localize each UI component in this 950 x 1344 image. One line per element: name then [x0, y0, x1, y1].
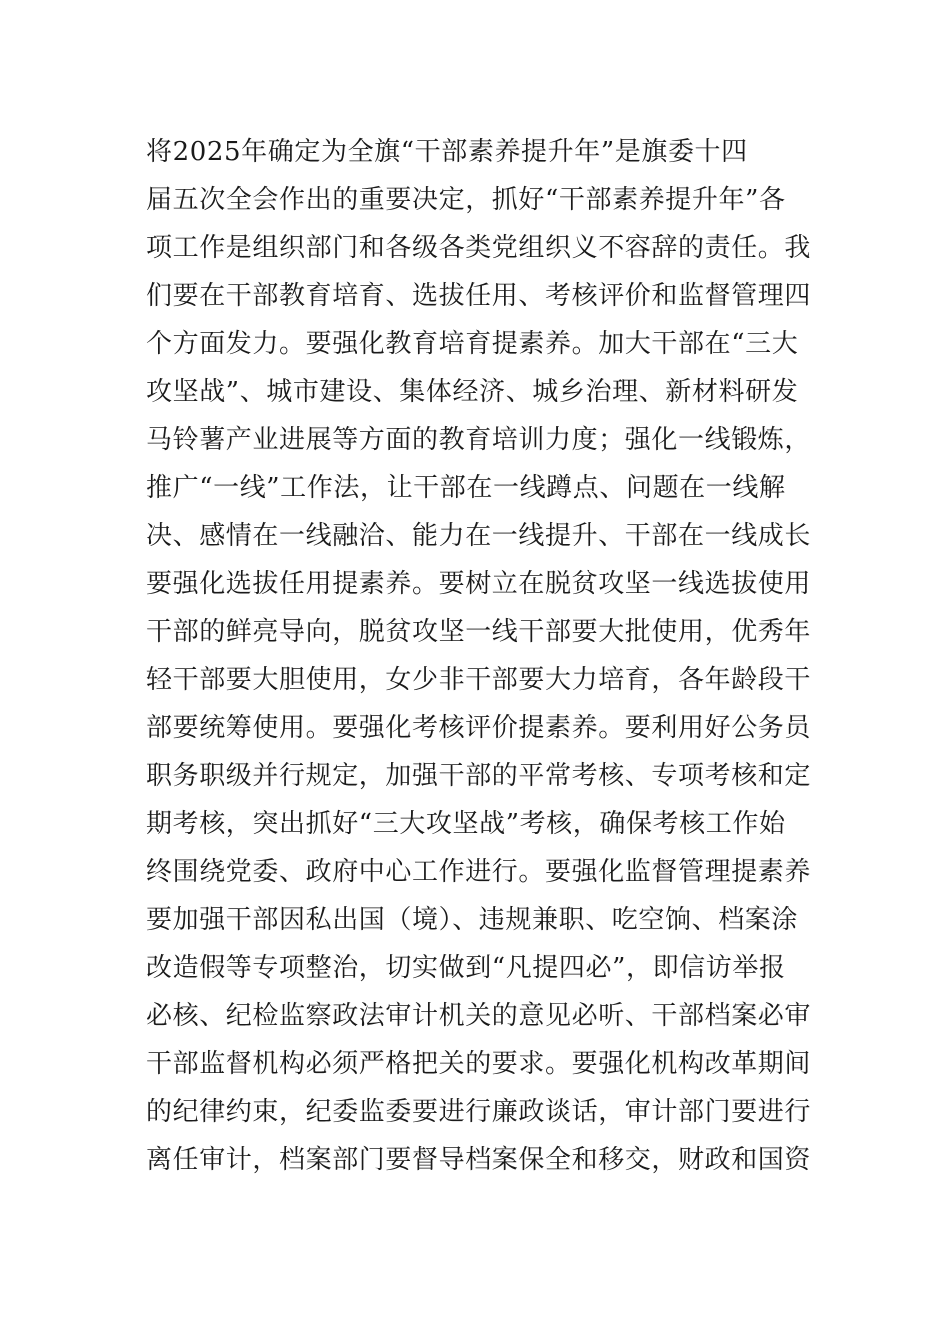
text-line: 推广“一线”工作法，让干部在一线蹲点、问题在一线解 — [146, 473, 786, 503]
text-line: 马铃薯产业进展等方面的教育培训力度；强化一线锻炼， — [146, 425, 812, 455]
text-line: 要加强干部因私出国（境）、违规兼职、吃空饷、档案涂 — [146, 905, 799, 935]
text-line: 终围绕党委、政府中心工作进行。要强化监督管理提素养 — [146, 857, 812, 887]
text-line: 将2025年确定为全旗“干部素养提升年”是旗委十四 — [146, 137, 748, 167]
text-line: 干部监督机构必须严格把关的要求。要强化机构改革期间 — [146, 1049, 812, 1079]
text-line: 决、感情在一线融洽、能力在一线提升、干部在一线成长 — [146, 521, 812, 551]
text-line: 要强化选拔任用提素养。要树立在脱贫攻坚一线选拔使用 — [146, 569, 812, 599]
body-paragraph — [146, 128, 812, 1184]
text-line: 项工作是组织部门和各级各类党组织义不容辞的责任。我 — [146, 233, 812, 263]
text-line: 必核、纪检监察政法审计机关的意见必听、干部档案必审 — [146, 1001, 812, 1031]
text-line: 个方面发力。要强化教育培育提素养。加大干部在“三大 — [146, 329, 799, 359]
text-line: 们要在干部教育培育、选拔任用、考核评价和监督管理四 — [146, 281, 812, 311]
text-line: 离任审计，档案部门要督导档案保全和移交，财政和国资 — [146, 1145, 812, 1175]
text-line: 的纪律约束，纪委监委要进行廉政谈话，审计部门要进行 — [146, 1097, 812, 1127]
text-line: 攻坚战”、城市建设、集体经济、城乡治理、新材料研发 — [146, 377, 799, 407]
text-line: 期考核，突出抓好“三大攻坚战”考核，确保考核工作始 — [146, 809, 786, 839]
text-line: 改造假等专项整治，切实做到“凡提四必”，即信访举报 — [146, 953, 786, 983]
text-line: 干部的鲜亮导向，脱贫攻坚一线干部要大批使用，优秀年 — [146, 617, 812, 647]
text-line: 职务职级并行规定，加强干部的平常考核、专项考核和定 — [146, 761, 812, 791]
text-line: 部要统筹使用。要强化考核评价提素养。要利用好公务员 — [146, 713, 812, 743]
text-line: 届五次全会作出的重要决定，抓好“干部素养提升年”各 — [146, 185, 786, 215]
text-line: 轻干部要大胆使用，女少非干部要大力培育，各年龄段干 — [146, 665, 812, 695]
